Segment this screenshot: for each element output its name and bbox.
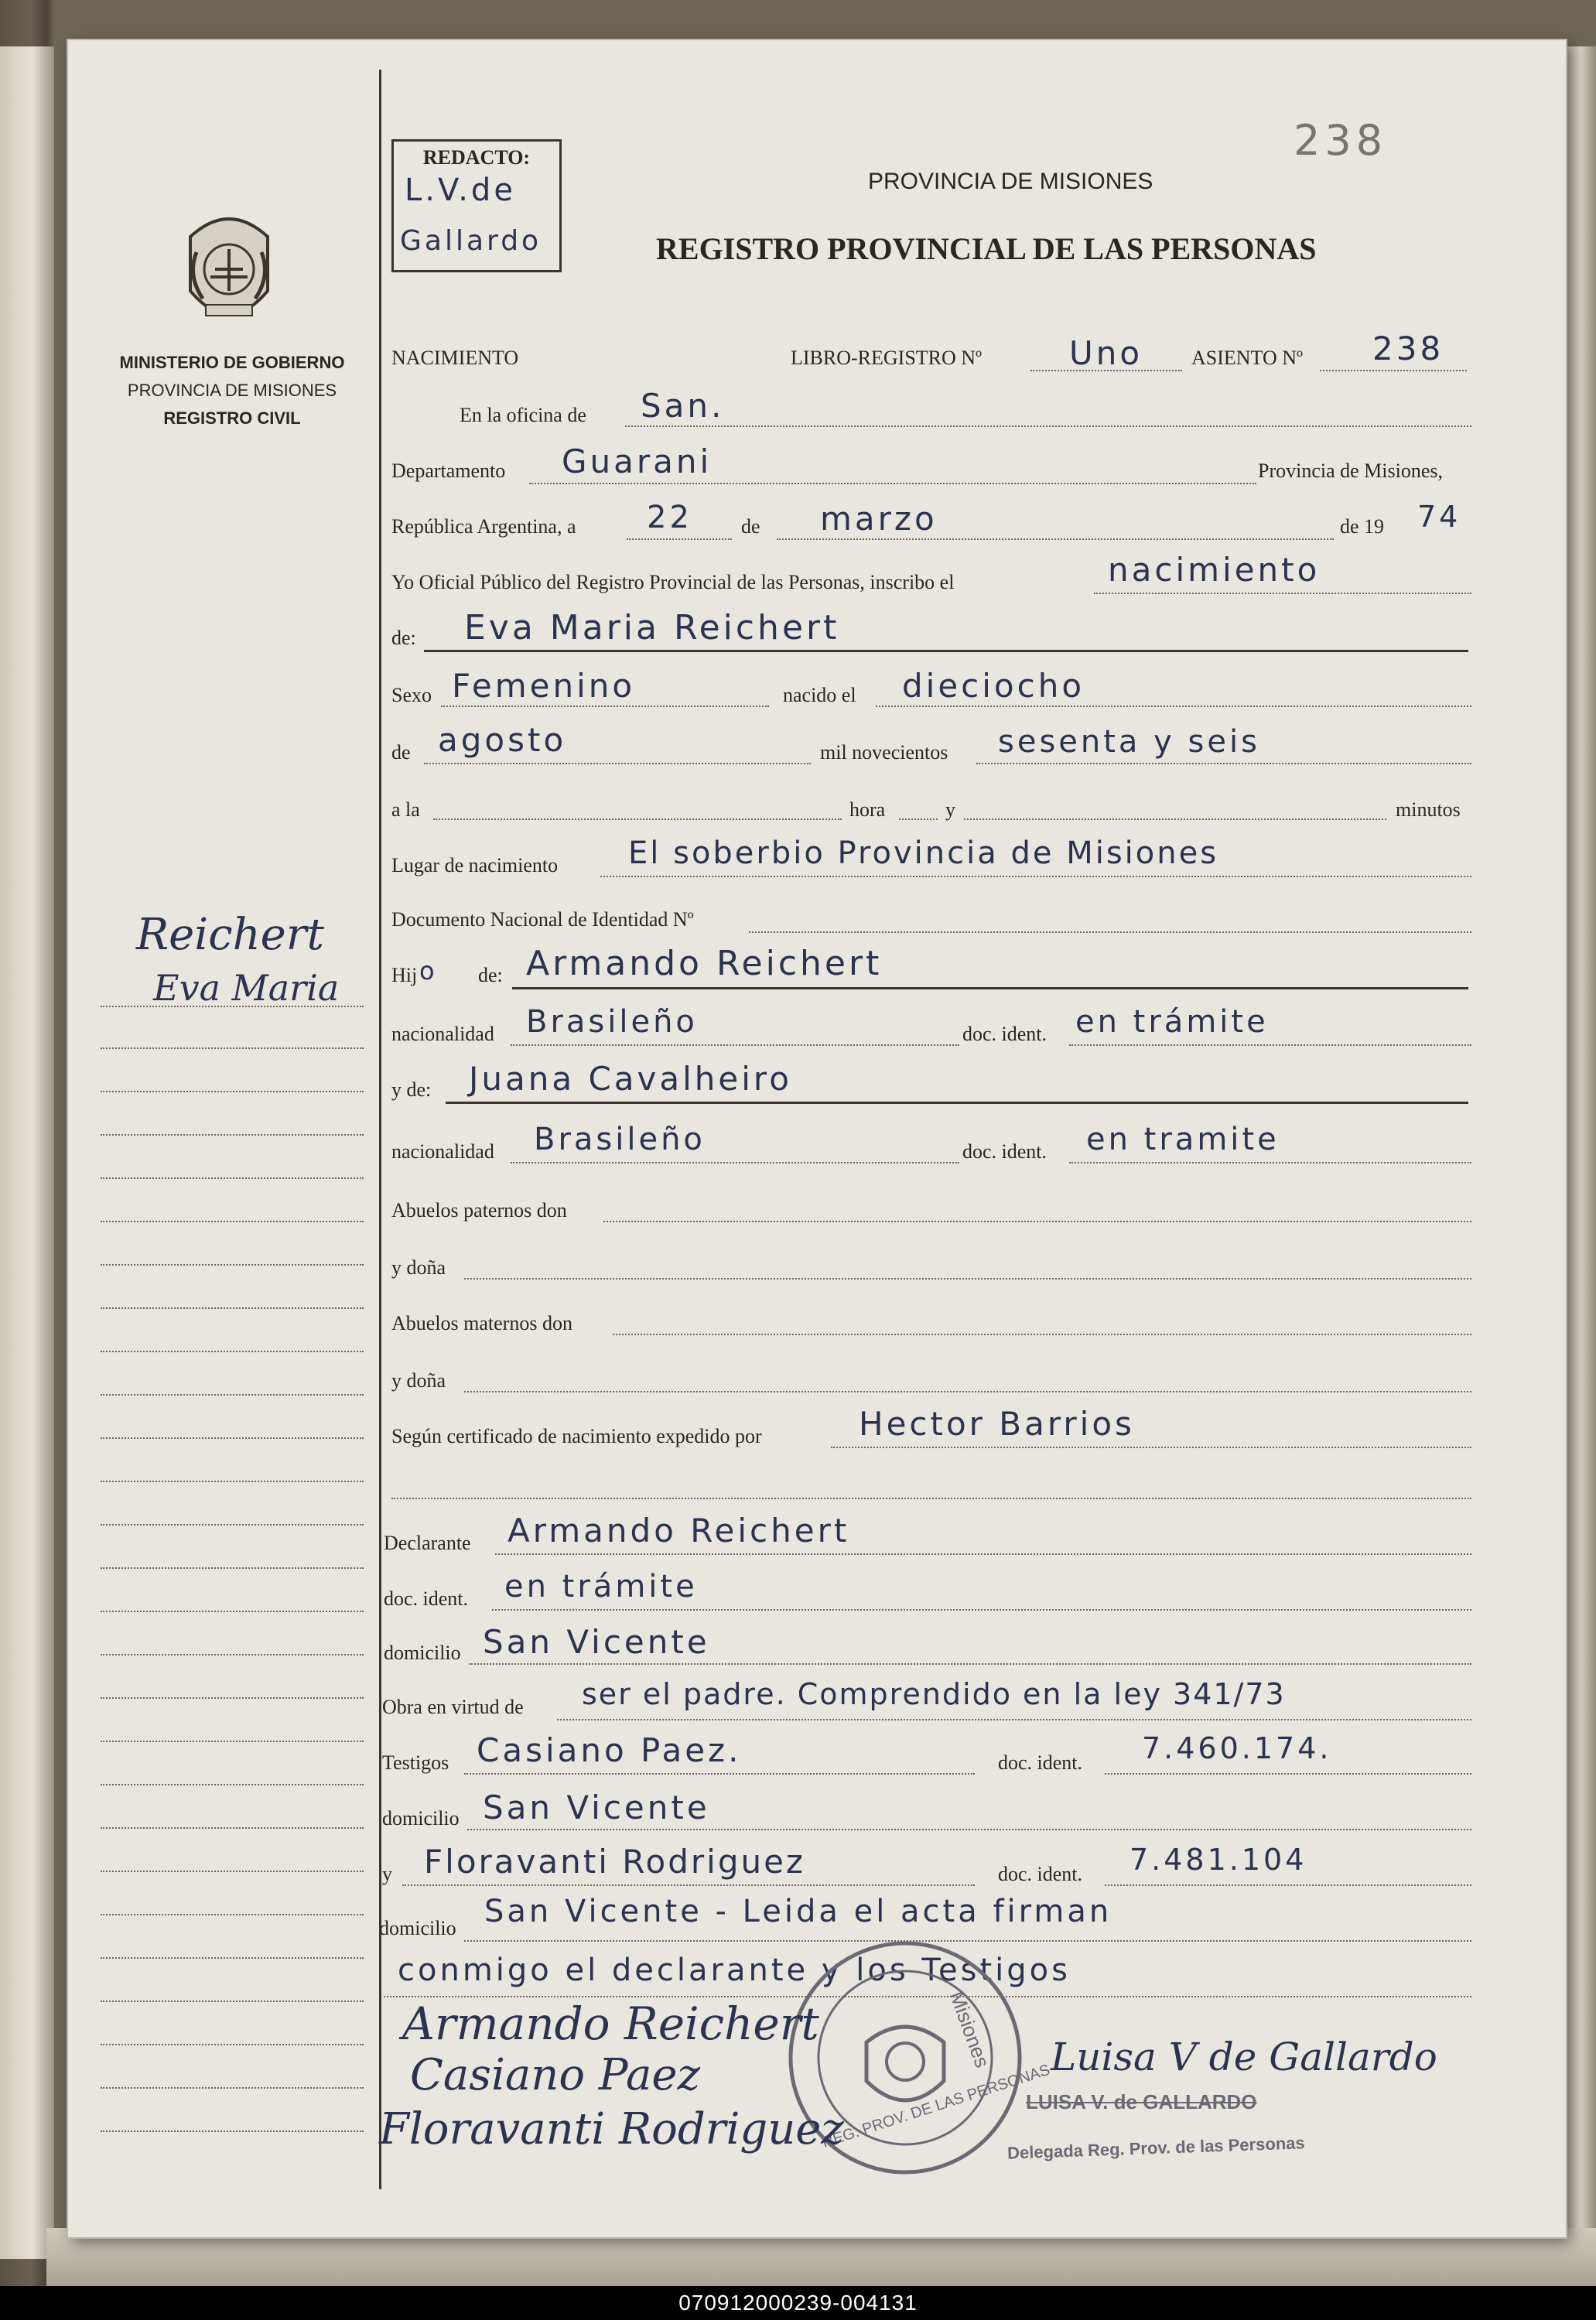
minutos-label: minutos — [1396, 798, 1461, 821]
asiento-value: 238 — [1372, 330, 1444, 367]
image-caption: 070912000239-004131 — [0, 2286, 1596, 2320]
testigo2-domicilio-value: San Vicente - Leida el acta firman — [484, 1894, 1112, 1929]
redacto-line-1: L.V.de — [405, 173, 516, 208]
mother-doc-label: doc. ident. — [962, 1140, 1047, 1163]
ministry-registry: REGISTRO CIVIL — [163, 408, 301, 428]
day-value: 22 — [647, 500, 692, 535]
republica-label: República Argentina, a — [391, 515, 576, 538]
signature-testigo-2: Floravanti Rodriguez — [379, 2104, 844, 2154]
father-doc-value: en trámite — [1075, 1004, 1269, 1040]
departamento-label: Departamento — [391, 460, 506, 482]
lugar-value: El soberbio Provincia de Misiones — [628, 835, 1219, 871]
departamento-value: Guarani — [562, 442, 713, 480]
sexo-value: Femenino — [452, 667, 636, 705]
left-page-edge — [0, 46, 54, 2259]
declarante-domicilio-label: domicilio — [384, 1642, 461, 1664]
testigo1-doc-value: 7.460.174. — [1142, 1731, 1332, 1765]
hijo-suffix: o — [419, 956, 438, 986]
declarante-doc-label: doc. ident. — [384, 1587, 469, 1610]
misiones-crest-icon — [179, 206, 279, 330]
testigo2-value: Floravanti Rodriguez — [424, 1843, 805, 1881]
father-nationality: Brasileño — [526, 1004, 698, 1040]
provincia-suffix: Provincia de Misiones, — [1258, 460, 1444, 482]
signature-testigo-1: Casiano Paez — [410, 2050, 701, 2100]
record-type-label: NACIMIENTO — [391, 347, 519, 369]
testigo1-value: Casiano Paez. — [477, 1731, 742, 1769]
birth-month-value: agosto — [438, 721, 567, 759]
redacto-box — [391, 139, 562, 272]
father-doc-label: doc. ident. — [962, 1023, 1047, 1045]
certificado-label: Según certificado de nacimiento expedido por — [391, 1425, 762, 1447]
testigo1-domicilio-value: San Vicente — [483, 1789, 710, 1826]
testigo2-domicilio-label: domicilio — [379, 1917, 456, 1939]
margin-note-given-names: Eva Maria — [153, 967, 340, 1009]
testigos-label: Testigos — [382, 1751, 449, 1774]
maternal-grandmother-label: y doña — [391, 1369, 446, 1392]
sexo-label: Sexo — [391, 684, 432, 706]
declarante-label: Declarante — [384, 1532, 471, 1554]
yo-oficial-label: Yo Oficial Público del Registro Provincial de las Personas, inscribo el — [391, 571, 955, 593]
margin-note-surname: Reichert — [136, 910, 325, 960]
obra-value: ser el padre. Comprendido en la ley 341/73 — [582, 1677, 1286, 1711]
right-page-stack — [1566, 46, 1596, 2228]
testigo2-doc-label: doc. ident. — [998, 1863, 1083, 1885]
a-la-label: a la — [391, 798, 420, 821]
testigo1-domicilio-label: domicilio — [382, 1807, 460, 1830]
continuation-line: conmigo el declarante y los Testigos — [398, 1953, 1071, 1988]
paternal-grandparents-label: Abuelos paternos don — [391, 1199, 567, 1222]
signature-official: Luisa V de Gallardo — [1051, 2035, 1437, 2079]
mother-nationality-label: nacionalidad — [391, 1140, 494, 1163]
persona-value: Eva Maria Reichert — [464, 608, 840, 647]
father-name: Armando Reichert — [526, 944, 883, 983]
oficina-label: En la oficina de — [460, 404, 586, 426]
official-name-stamp: LUISA V. de GALLARDO — [1026, 2090, 1257, 2113]
de-persona-label: de: — [391, 627, 416, 649]
y-label: y — [945, 798, 955, 821]
round-stamp-bottom-text: REG. PROV. DE LAS PERSONAS — [820, 2061, 1052, 2151]
de-mes-label: de — [391, 741, 411, 764]
declarante-domicilio-value: San Vicente — [483, 1623, 710, 1661]
year-value: 74 — [1417, 500, 1461, 534]
testigo2-doc-value: 7.481.104 — [1130, 1843, 1307, 1877]
page-number: 238 — [1294, 116, 1388, 165]
dni-label: Documento Nacional de Identidad Nº — [391, 908, 694, 931]
declarante-doc-value: en trámite — [504, 1569, 698, 1604]
year-prefix: de 19 — [1340, 515, 1385, 538]
province-heading: PROVINCIA DE MISIONES — [868, 169, 1153, 194]
mother-nationality: Brasileño — [534, 1122, 706, 1157]
mother-doc-value: en tramite — [1086, 1122, 1280, 1157]
de-label: de — [741, 515, 760, 538]
asiento-label: ASIENTO Nº — [1191, 347, 1304, 369]
lugar-label: Lugar de nacimiento — [391, 854, 559, 876]
oficina-value: San. — [641, 387, 725, 425]
nacido-value: dieciocho — [902, 667, 1085, 705]
inscribo-value: nacimiento — [1108, 551, 1321, 589]
margin-rule — [379, 70, 381, 2189]
y-de-label: y de: — [391, 1078, 432, 1101]
birth-year-value: sesenta y seis — [998, 724, 1260, 760]
hora-label: hora — [849, 798, 886, 821]
hijo-label: Hij — [391, 964, 418, 986]
page-title: REGISTRO PROVINCIAL DE LAS PERSONAS — [656, 231, 1317, 266]
signature-declarante: Armando Reichert — [402, 1997, 819, 2050]
ministry-province: PROVINCIA DE MISIONES — [127, 381, 337, 400]
testigo1-doc-label: doc. ident. — [998, 1751, 1083, 1774]
official-title-stamp: Delegada Reg. Prov. de las Personas — [1006, 2133, 1306, 2163]
redacto-line-2: Gallardo — [400, 225, 542, 257]
libro-value: Uno — [1069, 334, 1143, 372]
mil-novecientos-label: mil novecientos — [820, 741, 948, 764]
hijo-de-label: de: — [478, 964, 503, 986]
y-testigo2-label: y — [382, 1863, 392, 1885]
obra-label: Obra en virtud de — [382, 1696, 524, 1718]
libro-label: LIBRO-REGISTRO Nº — [791, 347, 983, 369]
redacto-label: REDACTO: — [422, 146, 531, 169]
mother-name: Juana Cavalheiro — [469, 1060, 792, 1098]
month-value: marzo — [820, 500, 938, 538]
nacido-label: nacido el — [783, 684, 856, 706]
ministry-label: MINISTERIO DE GOBIERNO — [119, 353, 345, 372]
father-nationality-label: nacionalidad — [391, 1023, 494, 1045]
certificado-value: Hector Barrios — [859, 1405, 1135, 1443]
maternal-grandparents-label: Abuelos maternos don — [391, 1312, 572, 1334]
declarante-value: Armando Reichert — [508, 1512, 850, 1550]
round-stamp-top-text: Misiones — [945, 1988, 995, 2071]
paternal-grandmother-label: y doña — [391, 1256, 446, 1279]
